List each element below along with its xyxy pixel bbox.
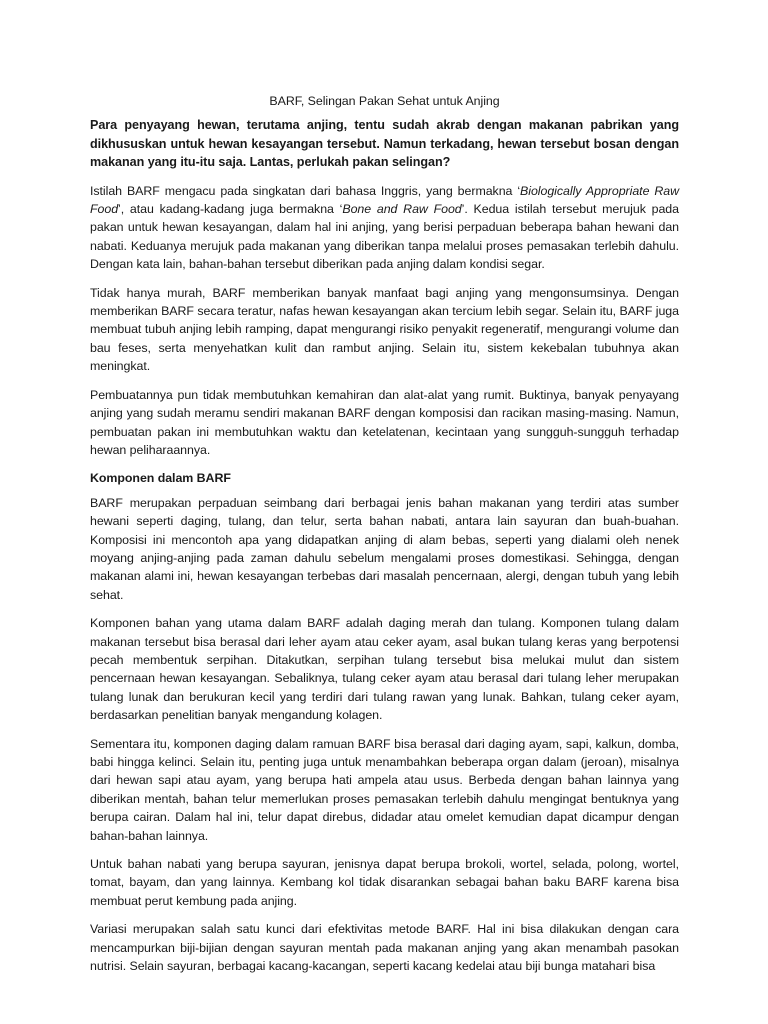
paragraph-text: ’. Kedua istilah tersebut merujuk pada pakan untuk hewan kesayangan, dalam hal ini anjing, yang berisi perpaduan beberapa bahan hewani dan nabati. Keduanya merujuk pada makanan yang diberikan tanpa melalui proses pemasakan terlebih dahulu. Dengan kata lain, bahan-bahan tersebut diberikan pada anjing dalam kondisi segar. [90,202,679,272]
paragraph-barf-definition [90,182,679,274]
paragraph-preparation: Pembuatannya pun tidak membutuhkan kemahiran dan alat-alat yang rumit. Buktinya, banyak penyayang anjing yang sudah meramu sendiri makanan BARF dengan komposisi dan racikan masing-masing. Namun, pembuatan pakan ini membutuhkan waktu dan ketelatenan, kecintaan yang sungguh-sungguh terhadap hewan peliharaannya. [90,387,679,457]
italic-term: Bone and Raw Food [342,202,462,217]
italic-term: Biologically Appropriate Raw Food [90,183,679,217]
section-heading: Komponen dalam BARF [90,471,231,486]
paragraph-meat: Sementara itu, komponen daging dalam ramuan BARF bisa berasal dari daging ayam, sapi, kalkun, domba, babi hingga kelinci. Selain itu, penting juga untuk menambahkan beberapa organ dalam (jeroan), misalnya dari hewan sapi atau ayam, yang berupa hati ampela atau usus. Berbeda dengan bahan lainnya yang diberikan mentah, bahan telur memerlukan proses pemasakan terlebih dahulu mengingat bentuknya yang berupa cairan. Dalam hal ini, telur dapat direbus, didadar atau omelet kemudian dapat dicampur dengan bahan-bahan lainnya. [90,736,679,843]
intro-paragraph: Para penyayang hewan, terutama anjing, tentu sudah akrab dengan makanan pabrikan yang dikhususkan untuk hewan kesayangan tersebut. Namun terkadang, hewan tersebut bosan dengan makanan yang itu-itu saja. Lantas, perlukah pakan selingan? [90,118,679,170]
document-page [90,92,679,985]
paragraph-text: Istilah BARF mengacu pada singkatan dari bahasa Inggris, yang bermakna ‘ [90,183,521,198]
paragraph-bones: Komponen bahan yang utama dalam BARF adalah daging merah dan tulang. Komponen tulang dalam makanan tersebut bisa berasal dari leher ayam atau ceker ayam, asal bukan tulang keras yang berpotensi pecah membentuk serpihan. Ditakutkan, serpihan tulang tersebut bisa melukai mulut dan sistem pencernaan hewan kesayangan. Sebaliknya, tulang ceker ayam atau berasal dari tulang leher merupakan tulang lunak dan berukuran kecil yang terdiri dari tulang rawan yang lunak. Bahkan, tulang ceker ayam, berdasarkan penelitian banyak mengandung kolagen. [90,616,679,723]
paragraph-vegetables: Untuk bahan nabati yang berupa sayuran, jenisnya dapat berupa brokoli, wortel, selada, polong, wortel, tomat, bayam, dan yang lainnya. Kembang kol tidak disarankan sebagai bahan baku BARF karena bisa membuat perut kembung pada anjing. [90,857,679,908]
paragraph-composition: BARF merupakan perpaduan seimbang dari berbagai jenis bahan makanan yang terdiri atas sumber hewani seperti daging, tulang, dan telur, serta bahan nabati, antara lain sayuran dan buah-buahan. Komposisi ini mencontoh apa yang didapatkan anjing di alam bebas, seperti yang dialami oleh nenek moyang anjing-anjing pada zaman dahulu sebelum mengalami proses domestikasi. Sehingga, dengan makanan alami ini, hewan kesayangan terbebas dari masalah pencernaan, alergi, dengan tubuh yang lebih sehat. [90,495,679,602]
paragraph-variation: Variasi merupakan salah satu kunci dari efektivitas metode BARF. Hal ini bisa dilakukan dengan cara mencampurkan biji-bijian dengan sayuran mentah pada makanan anjing yang akan menambah pasokan nutrisi. Selain sayuran, berbagai kacang-kacangan, seperti kacang kedelai atau biji bunga matahari bisa [90,922,679,974]
paragraph-text: ’, atau kadang-kadang juga bermakna ‘ [118,202,343,217]
paragraph-benefits: Tidak hanya murah, BARF memberikan banyak manfaat bagi anjing yang mengonsumsinya. Dengan memberikan BARF secara teratur, nafas hewan kesayangan akan tercium lebih segar. Selain itu, BARF juga membuat tubuh anjing lebih ramping, dapat mengurangi risiko penyakit regeneratif, mengurangi volume dan bau feses, serta menyehatkan kulit dan rambut anjing. Selain itu, sistem kekebalan tubuhnya akan meningkat. [90,285,679,374]
document-title: BARF, Selingan Pakan Sehat untuk Anjing [269,94,500,108]
